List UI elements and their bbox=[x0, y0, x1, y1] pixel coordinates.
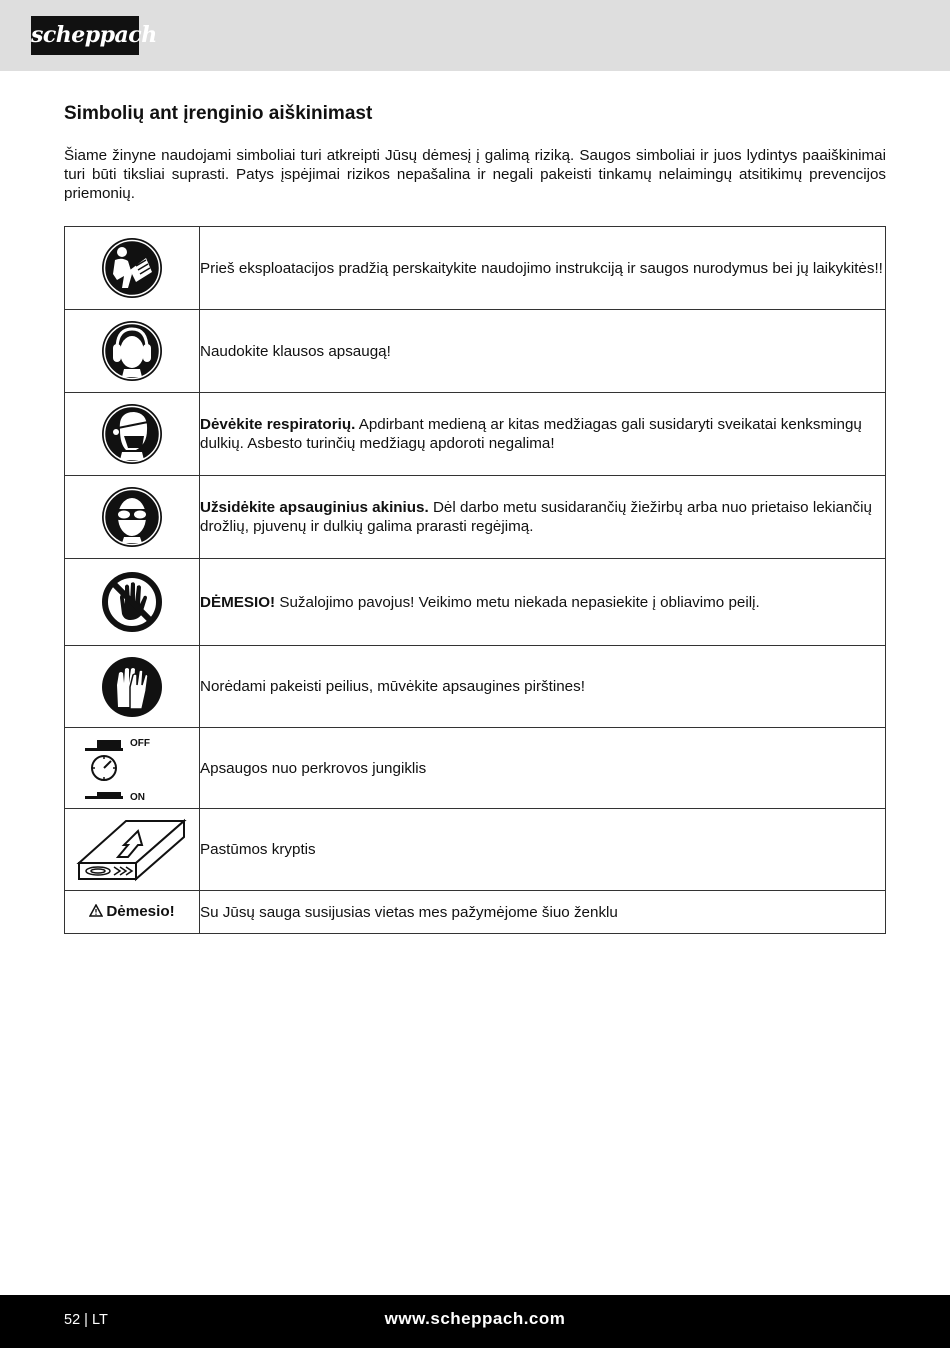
brand-logo: scheppach bbox=[31, 16, 139, 55]
ear-protection-icon bbox=[100, 319, 164, 383]
feed-direction-icon bbox=[76, 817, 188, 883]
table-row bbox=[65, 310, 886, 393]
symbol-bold-text: Užsidėkite apsauginius akinius. bbox=[200, 499, 429, 516]
table-row bbox=[65, 393, 886, 476]
warning-triangle-icon bbox=[89, 904, 103, 917]
intro-paragraph: Šiame žinyne naudojami simboliai turi atkreipti Jūsų dėmesį į galimą riziką. Saugos simboliai ir juos lydintys paaiškinimai turi būti tiksliai suprasti. Patys įspėjimai rizikos nepašalina ir negali pakeisti tinkamų nelaimingų atsitikimų prevencijos priemonių. bbox=[64, 147, 886, 202]
table-row bbox=[65, 728, 886, 809]
symbol-description: Norėdami pakeisti peilius, mūvėkite apsaugines pirštines! bbox=[200, 678, 585, 695]
safety-goggles-icon bbox=[100, 485, 164, 549]
gloves-icon bbox=[100, 655, 164, 719]
table-row bbox=[65, 891, 886, 934]
symbol-description: Apdirbant medieną ar kitas medžiagas gali susidaryti sveikatai kenksmingų dulkių. Asbesto turinčių medžiagų apdoroti negalima! bbox=[200, 416, 862, 452]
symbol-description: Su Jūsų sauga susijusias vietas mes pažymėjome šiuo ženklu bbox=[200, 903, 618, 921]
overload-switch-icon bbox=[82, 733, 182, 803]
off-label: OFF bbox=[130, 738, 150, 749]
table-row bbox=[65, 476, 886, 559]
symbol-description: Sužalojimo pavojus! Veikimo metu niekada nepasiekite į obliavimo peilį. bbox=[275, 593, 760, 611]
symbol-description: Pastūmos kryptis bbox=[200, 841, 316, 858]
website-link[interactable]: www.scheppach.com bbox=[384, 1309, 566, 1328]
table-row bbox=[65, 559, 886, 646]
symbol-description: Naudokite klausos apsaugą! bbox=[200, 342, 391, 360]
symbol-description: Dėl darbo metu susidarančių žiežirbų arba nuo prietaiso lekiančių drožlių, pjuvenų ir dulkių galima prarasti regėjimą. bbox=[200, 499, 872, 535]
table-row bbox=[65, 809, 886, 891]
symbol-description: Apsaugos nuo perkrovos jungiklis bbox=[200, 759, 427, 777]
read-manual-icon bbox=[100, 236, 164, 300]
symbols-table bbox=[64, 226, 886, 934]
symbol-bold-text: DĖMESIO! bbox=[200, 593, 276, 611]
header-bar bbox=[0, 0, 950, 71]
warning-label: Dėmesio! bbox=[106, 903, 175, 920]
symbol-bold-text: Dėvėkite respiratorių. bbox=[200, 416, 356, 433]
table-row bbox=[65, 227, 886, 310]
page-number: 52 | LT bbox=[64, 1312, 108, 1328]
symbol-description: Prieš eksploatacijos pradžią perskaitykite naudojimo instrukciją ir saugos nurodymus bei jų laikykitės!! bbox=[200, 259, 883, 277]
table-row bbox=[65, 646, 886, 728]
no-hand-icon bbox=[100, 570, 164, 634]
page-title: Simbolių ant įrenginio aiškinimast bbox=[64, 103, 373, 124]
footer-bar bbox=[0, 1295, 950, 1348]
on-label: ON bbox=[130, 792, 145, 803]
respirator-icon bbox=[100, 402, 164, 466]
